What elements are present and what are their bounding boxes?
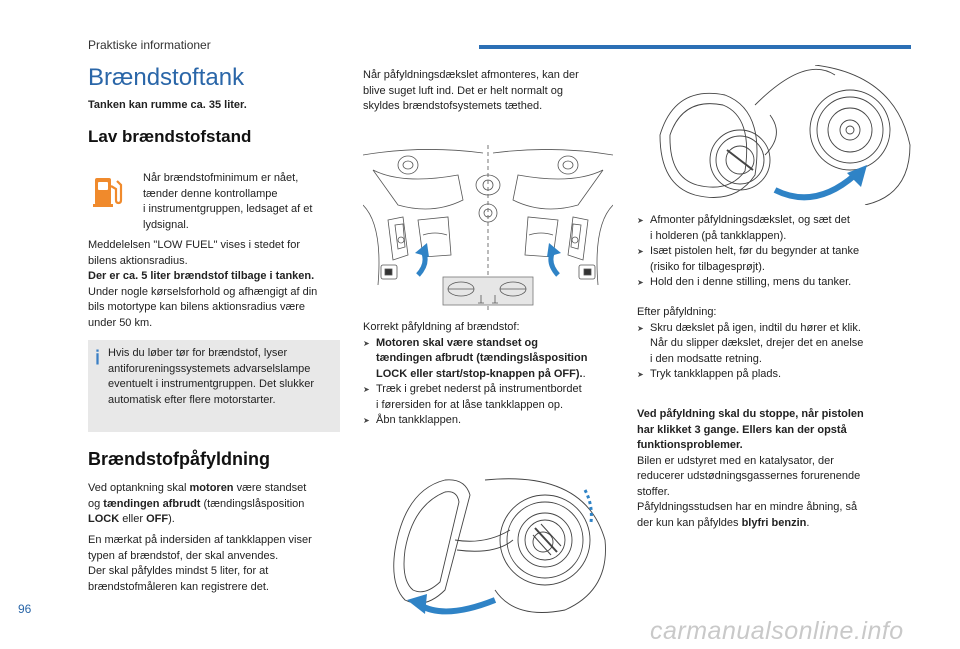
line: Meddelelsen "LOW FUEL" vises i stedet for bbox=[88, 239, 301, 251]
line: Når påfyldningsdækslet afmonteres, kan der bbox=[363, 69, 579, 81]
line: Efter påfyldning: bbox=[637, 306, 717, 318]
page-number: 96 bbox=[18, 602, 32, 616]
page-title: Brændstoftank bbox=[88, 64, 245, 91]
refuel-paragraph-1: Ved optankning skal motoren være standset og tændingen afbrudt (tændingslåsposition LOCK eller OFF). bbox=[88, 482, 307, 525]
refuel-paragraph-2 bbox=[88, 533, 344, 595]
intro-text bbox=[363, 68, 623, 115]
step-screw-cap: ➤ Skru dækslet på igen, indtil du hører et klik. Når du slipper dækslet, drejer det en anelse i den modsatte retning. bbox=[637, 321, 907, 368]
line: Korrekt påfyldning af brændstof: bbox=[363, 321, 520, 333]
info-box bbox=[88, 340, 340, 432]
line: bils motortype kan bilens aktionsradius være bbox=[88, 301, 306, 313]
line: tænder denne kontrollampe bbox=[143, 187, 278, 200]
step-remove-cap: ➤ Afmonter påfyldningsdækslet, og sæt det i holderen (på tankklappen). bbox=[637, 213, 907, 244]
fuel-warning-lamp-icon bbox=[92, 174, 124, 208]
line: typen af brændstof, der skal anvendes. bbox=[88, 549, 279, 562]
section-label: Praktiske informationer bbox=[88, 38, 211, 52]
line: skyldes brændstofsystemets tæthed. bbox=[363, 100, 543, 112]
line: automatisk efter flere motorstarter. bbox=[108, 393, 276, 406]
line: eventuelt i instrumentgruppen. Det slukker bbox=[108, 378, 315, 390]
line: har klikket 3 gange. Ellers kan der opstå bbox=[637, 423, 847, 436]
low-lamp-text bbox=[143, 171, 343, 233]
line: Ved påfyldning skal du stoppe, når pistolen bbox=[637, 408, 864, 420]
line: blive suget luft ind. Det er helt normalt og bbox=[363, 84, 563, 97]
line: Bilen er udstyret med en katalysator, der bbox=[637, 454, 834, 467]
step-hold: ➤ Hold den i denne stilling, mens du tanker. bbox=[637, 275, 907, 291]
step-insert-nozzle: ➤ Isæt pistolen helt, før du begynder at tanke (risiko for tilbagesprøjt). bbox=[637, 244, 907, 275]
line: Der er ca. 5 liter brændstof tilbage i tanken. bbox=[88, 270, 315, 282]
cap-removal-figure bbox=[655, 65, 915, 205]
line: i instrumentgruppen, ledsaget af et bbox=[143, 203, 313, 215]
header-bar bbox=[479, 45, 911, 49]
cap-steps bbox=[637, 213, 907, 291]
dashboard-release-figure bbox=[363, 145, 613, 310]
after-refuel bbox=[637, 305, 907, 383]
info-text bbox=[108, 346, 336, 408]
low-fuel-message bbox=[88, 238, 344, 331]
step-close-flap: ➤ Tryk tankklappen på plads. bbox=[637, 367, 907, 383]
line: brændstofmåleren kan registrere det. bbox=[88, 580, 269, 593]
line: funktionsproblemer. bbox=[637, 439, 743, 451]
line: Når brændstofminimum er nået, bbox=[143, 172, 299, 184]
fuel-flap-figure bbox=[385, 470, 615, 620]
low-fuel-heading: Lav brændstofstand bbox=[88, 127, 252, 146]
line: En mærkat på indersiden af tankklappen viser bbox=[88, 534, 312, 546]
watermark: carmanualsonline.info bbox=[650, 617, 904, 645]
line: under 50 km. bbox=[88, 316, 153, 329]
refuel-heading: Brændstofpåfyldning bbox=[88, 449, 270, 469]
line: Der skal påfyldes mindst 5 liter, for at bbox=[88, 565, 269, 577]
line: stoffer. bbox=[637, 485, 670, 498]
line: antiforureningssystemets advarselslampe bbox=[108, 362, 311, 375]
info-icon bbox=[96, 348, 99, 366]
line: reducerer udstødningsgassernes forurenende bbox=[637, 470, 861, 482]
line: lydsignal. bbox=[143, 218, 189, 231]
capacity-text: Tanken kan rumme ca. 35 liter. bbox=[88, 99, 247, 111]
line: Under nogle kørselsforhold og afhængigt af din bbox=[88, 285, 318, 298]
step-3: ➤ Åbn tankklappen. bbox=[363, 413, 623, 429]
step-1: ➤ Motoren skal være standset og tændingen afbrudt (tændingslåsposition LOCK eller start/stop-knappen på OFF).. bbox=[363, 336, 623, 383]
warning-text: Ved påfyldning skal du stoppe, når pistolen har klikket 3 gange. Ellers kan der opstå funktionsproblemer. Bilen er udstyret med en katalysator, der reducerer udstødningsgassernes forurenende stoffer. Påfyldningsstudsen har en mindre åbning, så der kun kan påfyldes blyfri benzin. bbox=[637, 407, 907, 531]
correct-refuel-text bbox=[363, 320, 623, 429]
line: bilens aktionsradius. bbox=[88, 254, 188, 267]
step-2: ➤ Træk i grebet nederst på instrumentbordet i førersiden for at låse tankklappen op. bbox=[363, 382, 623, 413]
line: Påfyldningsstudsen har en mindre åbning, så bbox=[637, 501, 858, 513]
line: Hvis du løber tør for brændstof, lyser bbox=[108, 347, 288, 359]
